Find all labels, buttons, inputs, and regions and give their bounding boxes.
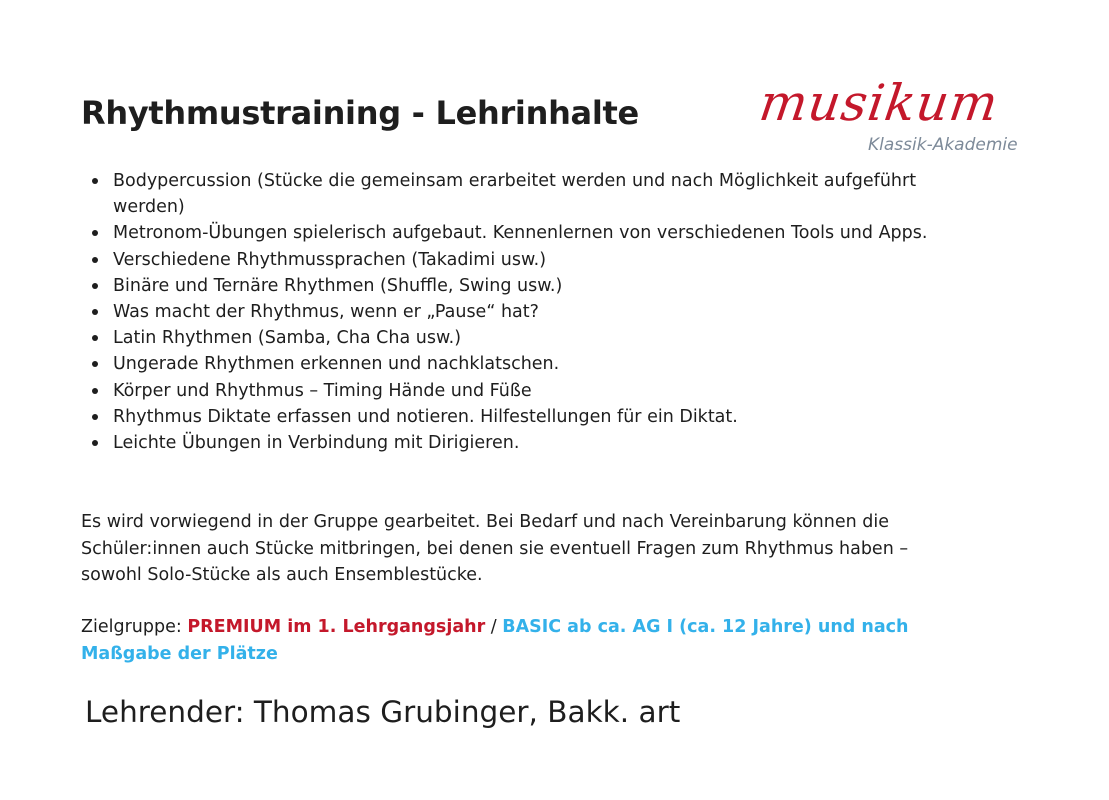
list-item: Körper und Rhythmus – Timing Hände und Füße [113,378,993,404]
audience-label: Zielgruppe: [81,617,188,637]
list-item: Latin Rhythmen (Samba, Cha Cha usw.) [113,325,993,351]
audience-separator: / [485,617,503,637]
course-contents-list [81,168,993,456]
list-item: Was macht der Rhythmus, wenn er „Pause“ hat? [113,299,993,325]
list-item: Rhythmus Diktate erfassen und notieren. Hilfestellungen für ein Diktat. [113,404,993,430]
list-item: Verschiedene Rhythmussprachen (Takadimi usw.) [113,247,993,273]
description-paragraph: Es wird vorwiegend in der Gruppe gearbeitet. Bei Bedarf und nach Vereinbarung können die Schüler:innen auch Stücke mitbringen, bei denen sie eventuell Fragen zum Rhythmus haben – sowohl Solo-Stücke als auch Ensemblestücke. [81,512,909,585]
list-item: Bodypercussion (Stücke die gemeinsam erarbeitet werden und nach Möglichkeit aufgeführt werden) [113,168,993,220]
teacher-line: Lehrender: Thomas Grubinger, Bakk. art [85,695,681,729]
audience-basic: BASIC ab ca. AG I (ca. 12 Jahre) und nach Maßgabe der Plätze [81,617,909,664]
audience-premium: PREMIUM im 1. Lehrgangsjahr [187,617,486,637]
logo-wordmark: musikum [755,74,1003,132]
target-audience [81,614,961,667]
list-item: Leichte Übungen in Verbindung mit Dirigieren. [113,430,993,456]
logo-tagline: Klassik-Akademie [868,135,1018,155]
list-item: Binäre und Ternäre Rhythmen (Shuffle, Swing usw.) [113,273,993,299]
list-item: Metronom-Übungen spielerisch aufgebaut. Kennenlernen von verschiedenen Tools und Apps. [113,220,993,246]
list-item: Ungerade Rhythmen erkennen und nachklatschen. [113,351,993,377]
page-title: Rhythmustraining - Lehrinhalte [81,94,639,132]
musikum-logo [755,74,1035,160]
